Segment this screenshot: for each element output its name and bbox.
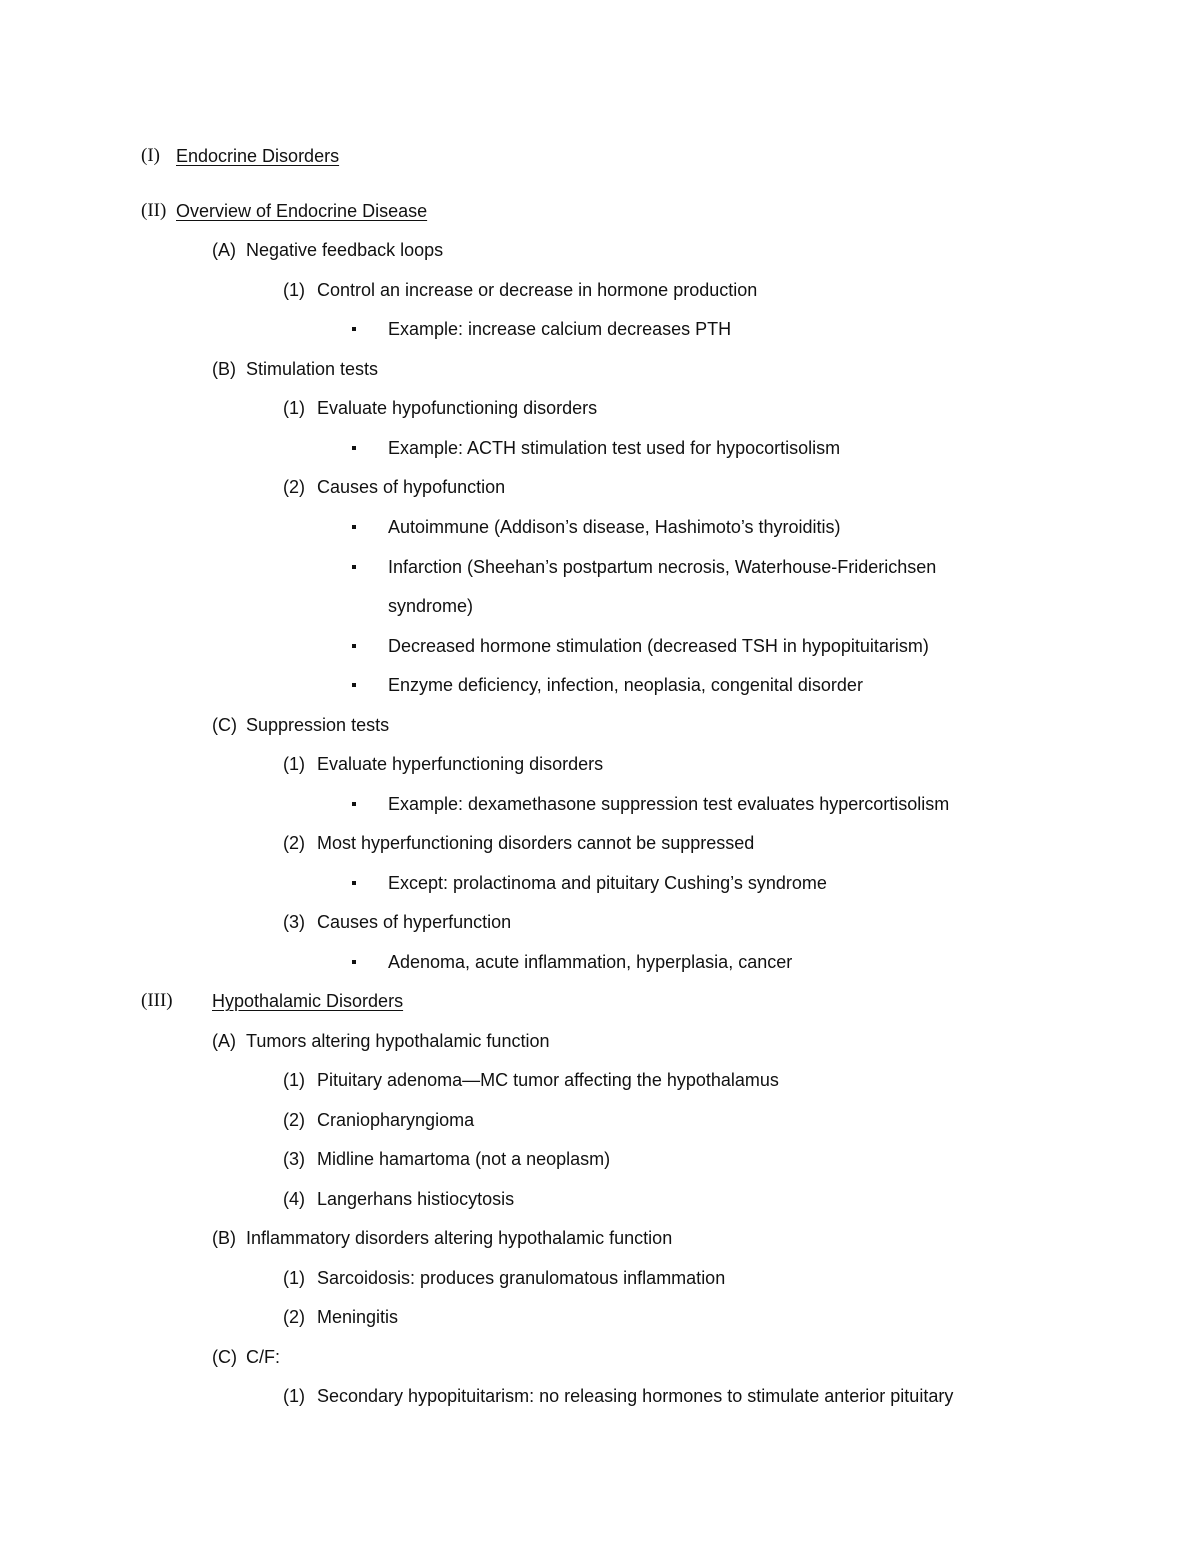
subsection-number: (B) <box>212 1228 236 1248</box>
point-text: Pituitary adenoma—MC tumor affecting the hypothalamus <box>317 1070 779 1090</box>
point-text: Langerhans histiocytosis <box>317 1189 515 1209</box>
bullet-text: Decreased hormone stimulation (decreased TSH in hypopituitarism) <box>388 636 929 656</box>
point-text: Evaluate hypofunctioning disorders <box>317 398 598 418</box>
point-text: Causes of hypofunction <box>317 477 506 497</box>
bullet-text: Example: ACTH stimulation test used for hypocortisolism <box>388 438 841 458</box>
bullet-text: syndrome) <box>388 596 474 616</box>
point-text: Causes of hyperfunction <box>317 912 512 932</box>
subsection-number: (A) <box>212 240 236 260</box>
bullet-icon <box>352 802 356 806</box>
point-number: (1) <box>283 1386 305 1406</box>
point-number: (1) <box>283 280 305 300</box>
bullet-text: Autoimmune (Addison’s disease, Hashimoto’s thyroiditis) <box>388 517 841 537</box>
point-number: (1) <box>283 1070 305 1090</box>
point-text: Secondary hypopituitarism: no releasing hormones to stimulate anterior pituitary <box>317 1386 954 1406</box>
point-text: Meningitis <box>317 1307 399 1327</box>
section-title: Hypothalamic Disorders <box>212 991 404 1011</box>
point-text: Most hyperfunctioning disorders cannot be suppressed <box>317 833 755 853</box>
point-number: (4) <box>283 1189 305 1209</box>
subsection-number: (C) <box>212 1347 237 1367</box>
bullet-text: Except: prolactinoma and pituitary Cushing’s syndrome <box>388 873 827 893</box>
bullet-icon <box>352 644 356 648</box>
point-number: (1) <box>283 398 305 418</box>
point-number: (3) <box>283 1149 305 1169</box>
subsection-text: C/F: <box>246 1347 280 1367</box>
point-number: (3) <box>283 912 305 932</box>
section-number: (II) <box>141 200 167 221</box>
subsection-text: Stimulation tests <box>246 359 379 379</box>
subsection-number: (A) <box>212 1031 236 1051</box>
subsection-number: (B) <box>212 359 236 379</box>
bullet-icon <box>352 446 356 450</box>
point-text: Control an increase or decrease in hormone production <box>317 280 758 300</box>
subsection-number: (C) <box>212 715 237 735</box>
subsection-text: Inflammatory disorders altering hypothalamic function <box>246 1228 673 1248</box>
point-text: Craniopharyngioma <box>317 1110 475 1130</box>
subsection-text: Suppression tests <box>246 715 390 735</box>
section-title: Endocrine Disorders <box>176 146 340 166</box>
point-number: (1) <box>283 754 305 774</box>
bullet-text: Infarction (Sheehan’s postpartum necrosis, Waterhouse-Friderichsen <box>388 557 937 577</box>
bullet-text: Example: dexamethasone suppression test evaluates hypercortisolism <box>388 794 950 814</box>
point-text: Evaluate hyperfunctioning disorders <box>317 754 604 774</box>
bullet-text: Enzyme deficiency, infection, neoplasia, congenital disorder <box>388 675 863 695</box>
bullet-icon <box>352 881 356 885</box>
point-text: Sarcoidosis: produces granulomatous inflammation <box>317 1268 726 1288</box>
bullet-text: Example: increase calcium decreases PTH <box>388 319 732 339</box>
bullet-icon <box>352 960 356 964</box>
point-number: (2) <box>283 1307 305 1327</box>
subsection-text: Negative feedback loops <box>246 240 444 260</box>
point-number: (2) <box>283 1110 305 1130</box>
section-number: (III) <box>141 990 173 1011</box>
subsection-text: Tumors altering hypothalamic function <box>246 1031 550 1051</box>
point-text: Midline hamartoma (not a neoplasm) <box>317 1149 611 1169</box>
bullet-icon <box>352 565 356 569</box>
bullet-icon <box>352 525 356 529</box>
bullet-text: Adenoma, acute inflammation, hyperplasia, cancer <box>388 952 793 972</box>
section-number: (I) <box>141 145 160 166</box>
bullet-icon <box>352 683 356 687</box>
section-title: Overview of Endocrine Disease <box>176 201 428 221</box>
bullet-icon <box>352 327 356 331</box>
point-number: (2) <box>283 477 305 497</box>
point-number: (1) <box>283 1268 305 1288</box>
point-number: (2) <box>283 833 305 853</box>
